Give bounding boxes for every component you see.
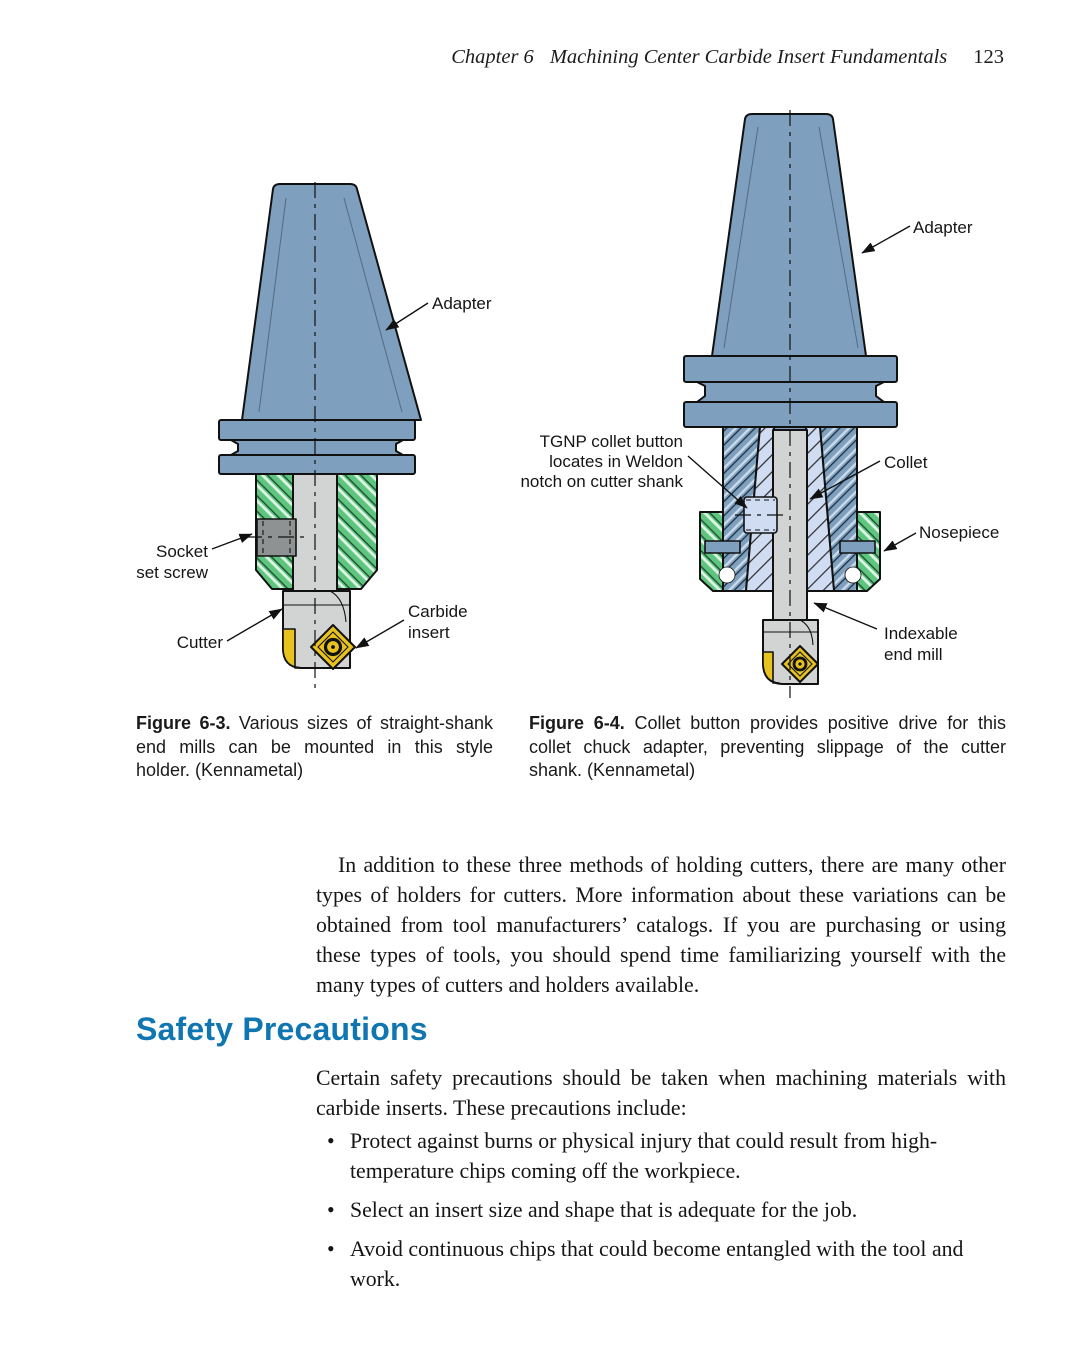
- list-item: [316, 1126, 1006, 1186]
- insert-screw-center: [331, 645, 335, 649]
- socket-set-screw-label-line2: set screw: [136, 563, 208, 582]
- caption-text: Various sizes of straight-shank end mills can be mounted in this style holder. (Kennametal): [136, 713, 493, 780]
- adapter-leader-arrow: [862, 226, 910, 253]
- cutter-label: Cutter: [176, 633, 223, 652]
- chapter-label: Chapter 6: [451, 46, 534, 68]
- safety-intro-paragraph: Certain safety precautions should be taken when machining materials with carbide inserts. These precautions include:: [316, 1066, 1006, 1120]
- caption-lead: Figure 6-4.: [529, 713, 625, 733]
- bullet-text: Protect against burns or physical injury that could result from high-temperature chips coming off the workpiece.: [350, 1129, 938, 1183]
- adapter-label: Adapter: [913, 218, 973, 237]
- flange-ring-bottom: [219, 455, 415, 474]
- figure-6-4-caption: [529, 712, 1006, 783]
- end-mill-label-line2: end mill: [884, 645, 943, 664]
- bullet-dot: •: [327, 1237, 335, 1261]
- tgnp-label-line2: locates in Weldon: [549, 452, 683, 471]
- end-mill-leader-arrow: [814, 603, 877, 629]
- flange-v-groove: [231, 440, 403, 455]
- tgnp-label-line3: notch on cutter shank: [520, 472, 683, 491]
- flange-ring-top: [219, 420, 415, 440]
- collet-label: Collet: [884, 453, 928, 472]
- carbide-insert-leader-arrow: [356, 620, 404, 648]
- bullet-text: Avoid continuous chips that could become entangled with the tool and work.: [350, 1237, 964, 1291]
- insert-screw-center: [798, 662, 801, 665]
- running-header: [0, 46, 1004, 69]
- section-heading: Safety Precautions: [136, 1011, 428, 1047]
- intro-paragraph: In addition to these three methods of holding cutters, there are many other types of holders for cutters. More information about these variations can be obtained from tool manufacturers’ catalogs. If you are purchasing or using these types of tools, you should spend time familiarizing yourself with the many types of cutters and holders available.: [316, 853, 1006, 997]
- adapter-label: Adapter: [432, 294, 492, 313]
- caption-text: Collet button provides positive drive for this collet chuck adapter, preventing slippage of the cutter shank. (Kennametal): [529, 713, 1006, 780]
- socket-screw-leader-arrow: [212, 534, 252, 549]
- body-lip-left: [705, 541, 740, 553]
- nosepiece-leader-arrow: [884, 533, 916, 551]
- body-lip-right: [840, 541, 875, 553]
- figure-6-3-diagram: [126, 174, 512, 696]
- bullet-text: Select an insert size and shape that is adequate for the job.: [350, 1198, 858, 1222]
- carbide-insert-label-line2: insert: [408, 623, 450, 642]
- nosepiece-hole-right: [845, 567, 861, 583]
- end-mill-label-line1: Indexable: [884, 624, 958, 643]
- carbide-insert-label-line1: Carbide: [408, 602, 468, 621]
- list-item: [316, 1234, 1006, 1294]
- nosepiece-hole-left: [719, 567, 735, 583]
- nosepiece-label: Nosepiece: [919, 523, 1000, 542]
- caption-lead: Figure 6-3.: [136, 713, 231, 733]
- figure-6-3-caption: [136, 712, 493, 783]
- socket-set-screw-label-line1: Socket: [156, 542, 208, 561]
- running-title: Machining Center Carbide Insert Fundamentals: [549, 46, 948, 68]
- tgnp-label-line1: TGNP collet button: [539, 432, 683, 451]
- figure-6-4-diagram: [494, 104, 1024, 704]
- cutter-leader-arrow: [227, 609, 282, 641]
- page-number: 123: [973, 46, 1004, 68]
- safety-bullet-list: [316, 1126, 1006, 1303]
- bullet-dot: •: [327, 1198, 335, 1222]
- bullet-dot: •: [327, 1129, 335, 1153]
- adapter-cone: [712, 114, 866, 356]
- list-item: [316, 1195, 1006, 1225]
